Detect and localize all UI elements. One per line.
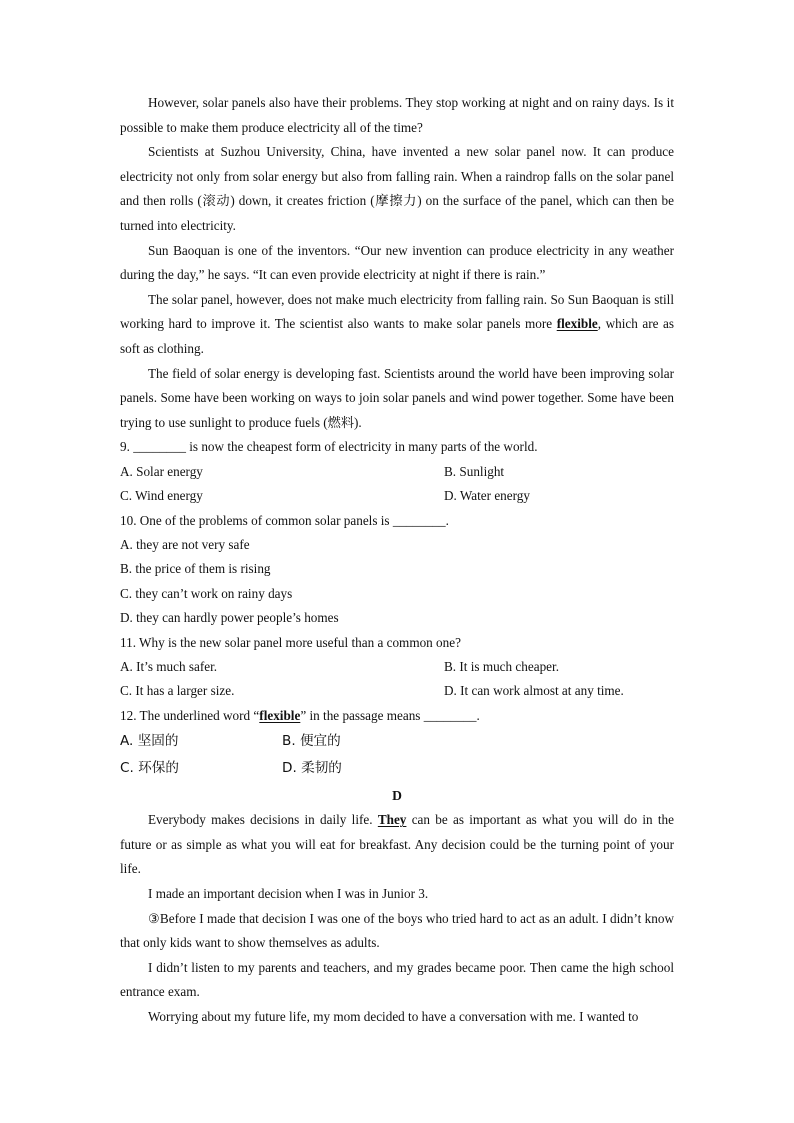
paragraph-text: , which are as soft as clothing. xyxy=(120,316,675,356)
question-10-option-a: A. they are not very safe xyxy=(120,536,250,552)
passage-c-paragraph-5: The field of solar energy is developing fast. Scientists around the world have been improving solar panels. Some have been working on ways to join solar panels and wind power together. Some have been trying to use sunlight to produce fuels (燃料). xyxy=(120,365,674,430)
passage-d-paragraph-1 xyxy=(120,808,674,882)
paragraph-text: The solar panel, however, does not make much electricity from falling rain. So Sun Baoquan is still working hard to improve it. The scientist also wants to make solar panels more xyxy=(120,291,674,332)
question-11-option-b: B. It is much cheaper. xyxy=(444,658,559,674)
question-11-option-a: A. It’s much safer. xyxy=(120,658,218,674)
paragraph-text: Everybody makes decisions in daily life. xyxy=(148,812,378,828)
question-11-stem: 11. Why is the new solar panel more useful than a common one? xyxy=(120,634,461,650)
question-9-option-b: B. Sunlight xyxy=(444,463,505,479)
question-text: 12. The underlined word “ xyxy=(120,707,260,723)
question-10-option-c: C. they can’t work on rainy days xyxy=(120,585,293,601)
question-9-options-row-2 xyxy=(120,484,674,508)
question-11-options-row-2 xyxy=(120,679,674,703)
question-12-stem xyxy=(120,704,674,728)
paragraph-text: can be as important as what you will do in the future or as simple as what you will eat for breakfast. Any decision could be the turning point of your life. xyxy=(120,812,674,877)
passage-d-paragraph-4: I didn’t listen to my parents and teachers, and my grades became poor. Then came the high school entrance exam. xyxy=(120,959,674,1000)
question-12-options-row-2 xyxy=(120,755,674,782)
passage-c-paragraph-4 xyxy=(120,288,674,362)
passage-d-paragraph-2: I made an important decision when I was in Junior 3. xyxy=(148,885,429,901)
passage-c-paragraph-1: However, solar panels also have their problems. They stop working at night and on rainy days. Is it possible to make them produce electricity all of the time? xyxy=(120,95,674,135)
question-11-option-c: C. It has a larger size. xyxy=(120,683,235,699)
underlined-keyword-flexible: flexible xyxy=(259,707,301,723)
passage-d-paragraph-3: ③Before I made that decision I was one of the boys who tried hard to act as an adult. I didn’t know that only kids want to show themselves as adults. xyxy=(120,910,674,951)
passage-d-paragraph-5: Worrying about my future life, my mom decided to have a conversation with me. I wanted to xyxy=(148,1008,639,1024)
underlined-keyword-they: They xyxy=(377,812,407,828)
question-9-option-a: A. Solar energy xyxy=(120,463,203,479)
question-9-stem: 9. ________ is now the cheapest form of electricity in many parts of the world. xyxy=(120,439,538,455)
question-10-stem: 10. One of the problems of common solar panels is ________. xyxy=(120,512,449,528)
document-page xyxy=(120,91,674,1030)
question-9-options-row-1 xyxy=(120,460,674,484)
question-text: ” in the passage means ________. xyxy=(300,707,480,723)
question-10-option-d: D. they can hardly power people’s homes xyxy=(120,610,339,626)
question-12-options-row-1 xyxy=(120,728,674,755)
section-title-d: D xyxy=(392,788,402,804)
question-12-option-b: B. 便宜的 xyxy=(282,733,341,750)
question-10-option-b: B. the price of them is rising xyxy=(120,561,271,577)
question-12-option-a: A. 坚固的 xyxy=(120,733,179,750)
question-9-option-d: D. Water energy xyxy=(444,488,530,504)
passage-c-paragraph-2: Scientists at Suzhou University, China, have invented a new solar panel now. It can produce electricity not only from solar energy but also from falling rain. When a raindrop falls on the solar panel and then rolls (滚动) down, it creates friction (摩擦力) on the surface of the panel, which can then be turned into electricity. xyxy=(120,144,674,233)
question-9-option-c: C. Wind energy xyxy=(120,488,203,504)
question-12-option-c: C. 环保的 xyxy=(120,760,179,777)
question-11-options-row-1 xyxy=(120,655,674,679)
question-12-option-d: D. 柔韧的 xyxy=(282,760,342,777)
passage-c-paragraph-3: Sun Baoquan is one of the inventors. “Our new invention can produce electricity in any weather during the day,” he says. “It can even provide electricity at night if there is rain.” xyxy=(120,242,674,283)
underlined-keyword-flexible: flexible xyxy=(556,316,598,332)
question-11-option-d: D. It can work almost at any time. xyxy=(444,683,624,699)
